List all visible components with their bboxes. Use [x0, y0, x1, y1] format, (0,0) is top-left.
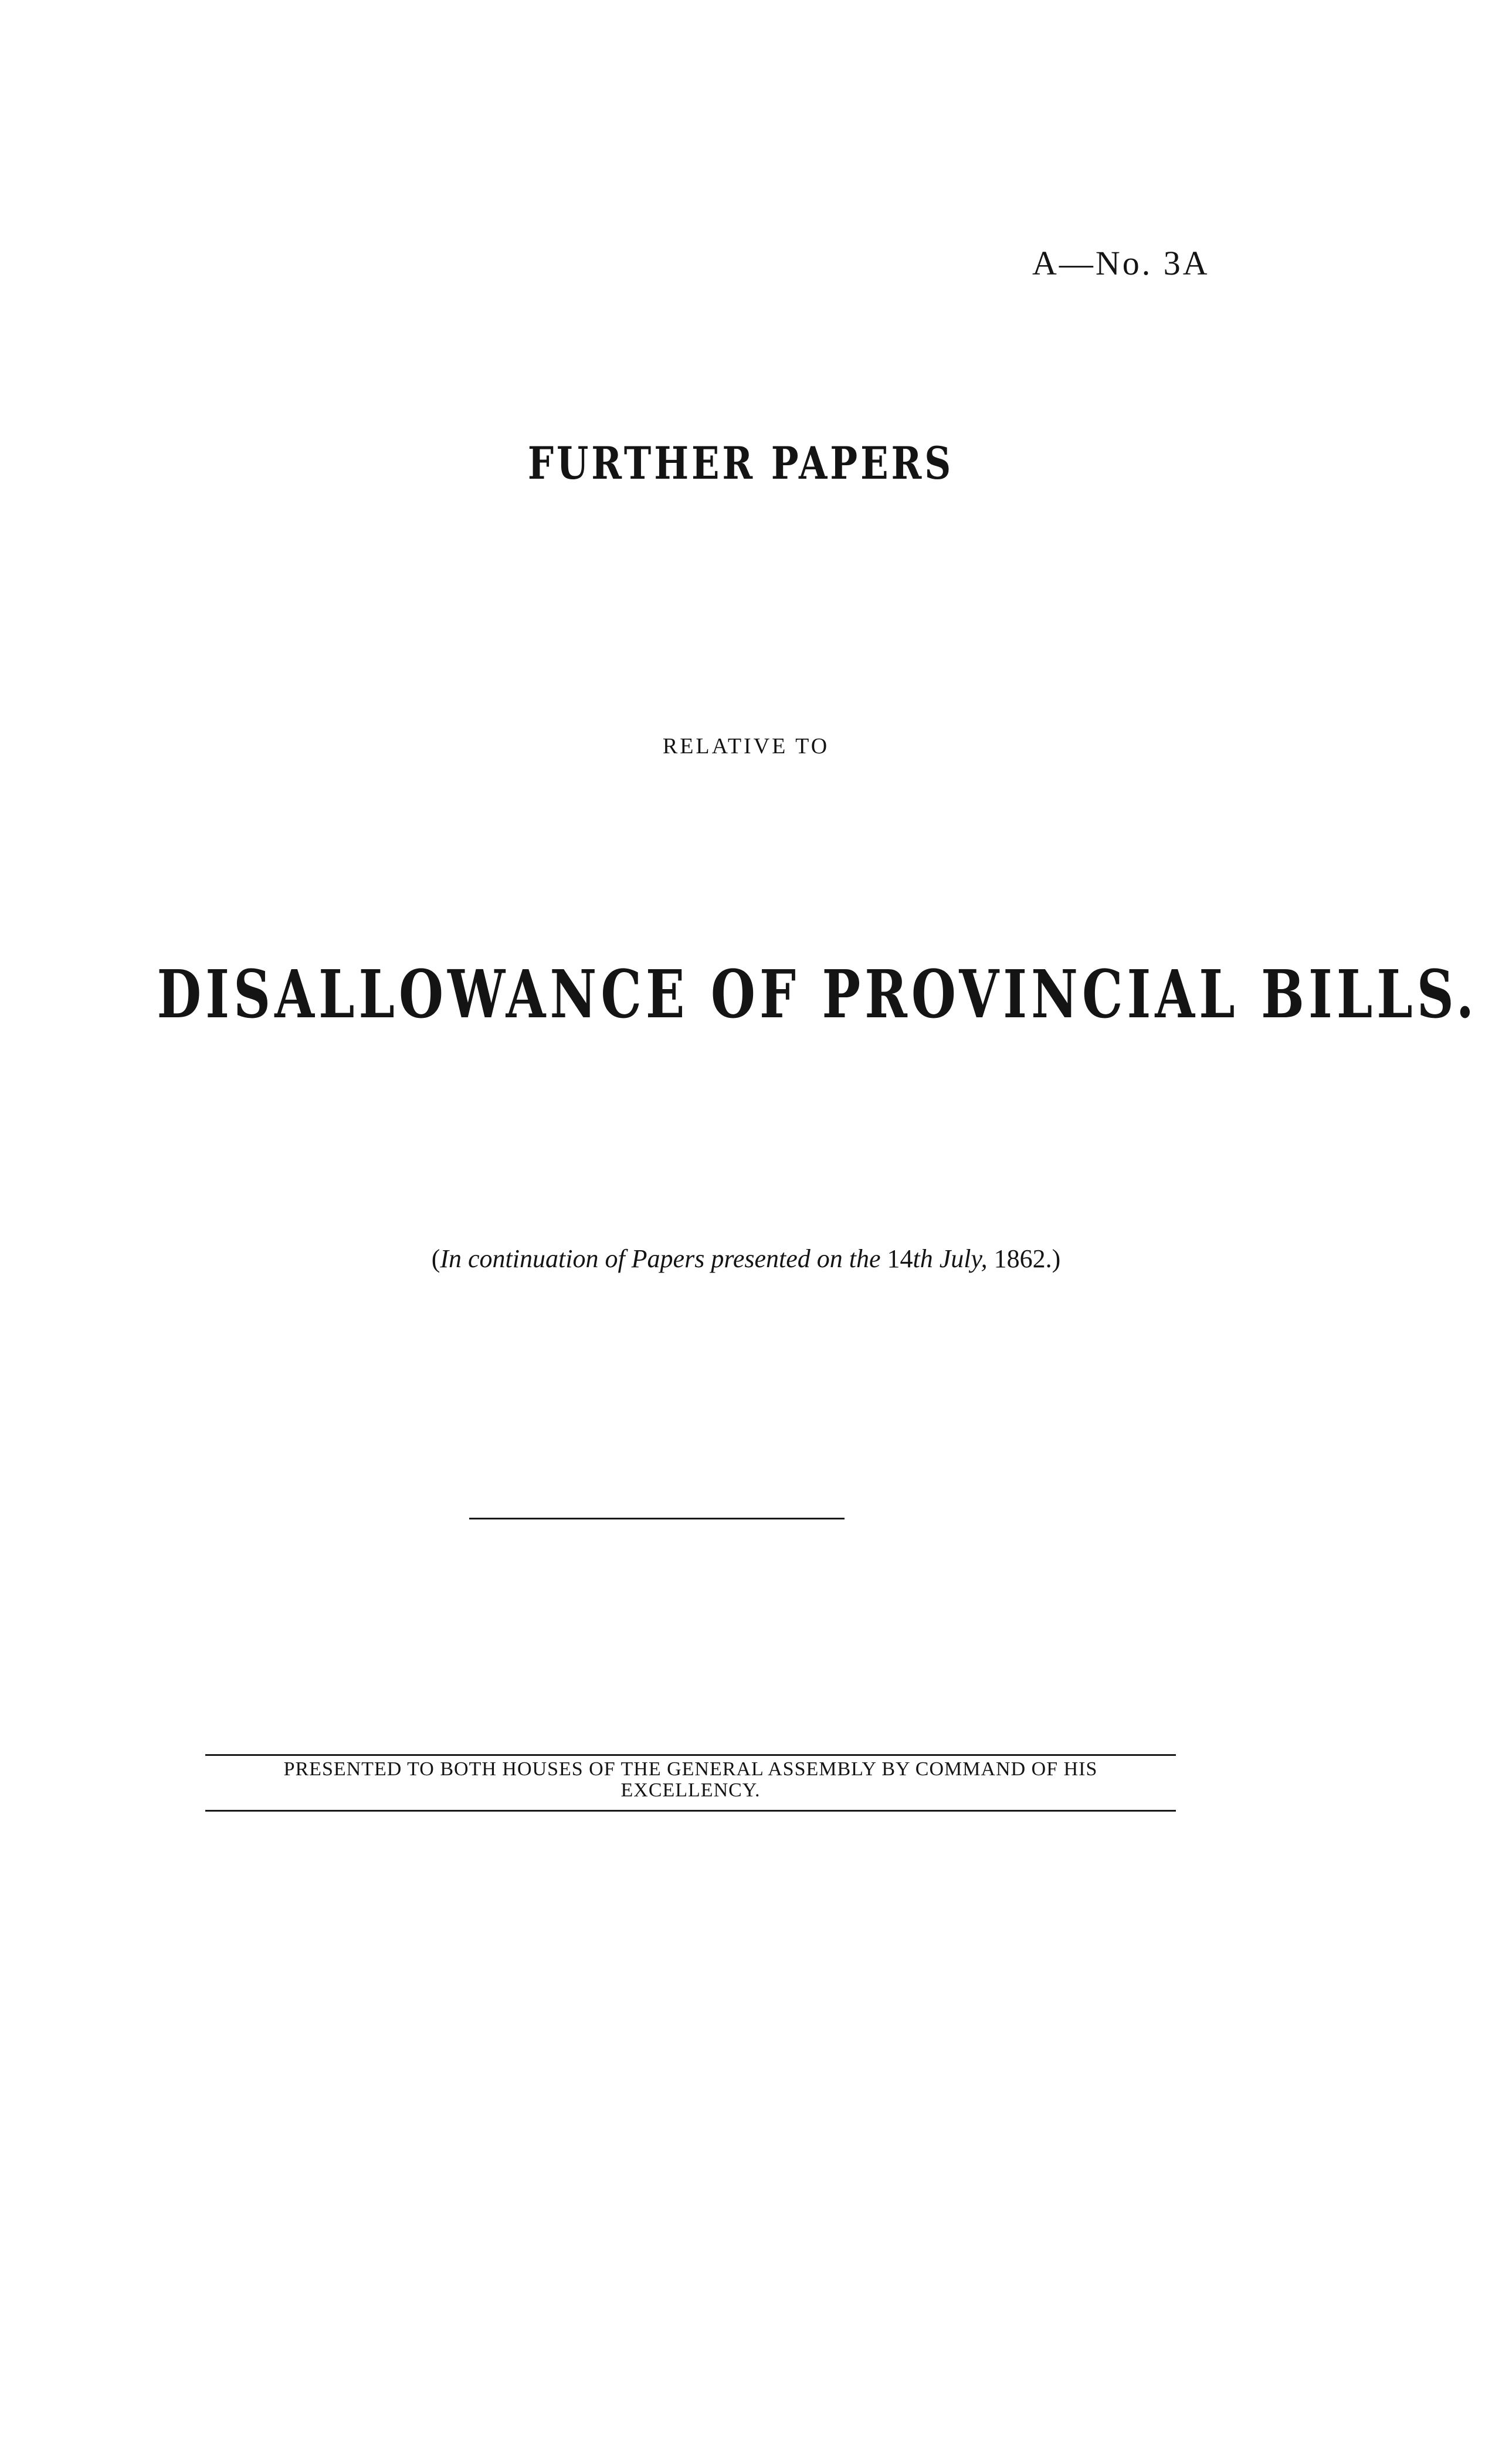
paper-reference-number: A—No. 3A — [1032, 244, 1210, 282]
continuation-italic-text: In continuation of Papers presented on the — [440, 1244, 881, 1273]
divider-presented-bottom — [205, 1810, 1176, 1812]
continuation-note — [0, 1244, 1492, 1274]
continuation-italic-date: th July, — [913, 1244, 988, 1273]
presented-statement — [205, 1759, 1176, 1801]
presented-line-2: EXCELLENCY. — [620, 1779, 761, 1801]
heading-further-papers: FURTHER PAPERS — [527, 437, 954, 489]
continuation-day-number: 14 — [880, 1244, 913, 1273]
heading-relative-to: RELATIVE TO — [662, 734, 830, 759]
main-title: DISALLOWANCE OF PROVINCIAL BILLS. — [157, 956, 1479, 1033]
presented-line-1: PRESENTED TO BOTH HOUSES OF THE GENERAL ASSEMBLY BY COMMAND OF HIS — [283, 1758, 1098, 1780]
divider-presented-top — [205, 1754, 1176, 1756]
divider-short — [469, 1518, 845, 1519]
continuation-open-paren: ( — [431, 1244, 440, 1273]
continuation-year: 1862.) — [987, 1244, 1061, 1273]
